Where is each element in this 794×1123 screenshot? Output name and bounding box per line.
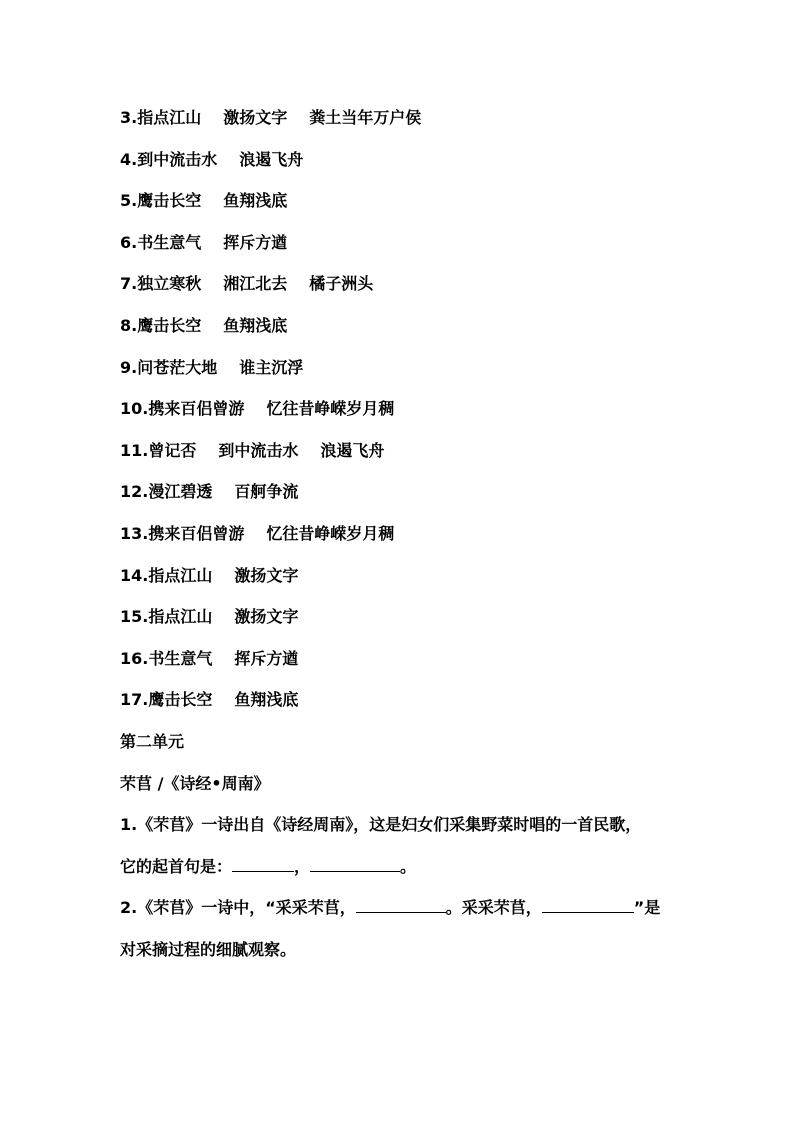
answer-line [120, 605, 720, 629]
answer-phrase: 漫江碧透 [148, 482, 213, 502]
answer-phrase: 携来百侣曾游 [148, 399, 245, 419]
answer-phrase: 到中流击水 [218, 440, 299, 460]
answer-phrase: 谁主沉浮 [239, 357, 304, 377]
answer-line [120, 564, 720, 588]
answer-phrase: 激扬文字 [234, 565, 299, 585]
answer-phrase: 书生意气 [148, 648, 213, 668]
question-2-line-1 [120, 896, 720, 920]
answer-number: 10. [120, 399, 149, 419]
question-2-text: 对采摘过程的细腻观察。 [120, 939, 297, 959]
answer-line [120, 647, 720, 671]
answer-phrase: 问苍茫大地 [137, 357, 218, 377]
document-page [120, 106, 720, 979]
answer-number: 9. [120, 357, 138, 377]
unit-heading-text: 第二单元 [120, 731, 185, 751]
question-2-prefix: 2.《芣苢》一诗中，“采采芣苢， [120, 898, 356, 918]
question-1-line-1 [120, 813, 720, 837]
question-1-prefix: 它的起首句是： [120, 856, 233, 876]
answer-phrase: 忆往昔峥嵘岁月稠 [266, 523, 395, 543]
answer-phrase: 橘子洲头 [309, 274, 374, 294]
answer-phrase: 激扬文字 [223, 108, 288, 127]
answer-number: 6. [120, 232, 138, 252]
answer-phrase: 鱼翔浅底 [223, 191, 288, 211]
question-1-line-2 [120, 855, 720, 879]
answer-line [120, 189, 720, 213]
question-2-line-2 [120, 938, 720, 962]
answer-number: 7. [120, 274, 138, 294]
poem-heading [120, 772, 720, 796]
answer-line [120, 397, 720, 421]
answer-blank[interactable] [232, 855, 294, 872]
answer-phrase: 鱼翔浅底 [223, 315, 288, 335]
answer-number: 14. [120, 565, 149, 585]
poem-heading-text: 芣苢 /《诗经•周南》 [120, 773, 270, 793]
answer-number: 13. [120, 523, 149, 543]
question-2-end: ”是 [633, 898, 661, 918]
answer-line [120, 356, 720, 380]
answer-phrase: 鹰击长空 [137, 315, 202, 335]
answer-phrase: 忆往昔峥嵘岁月稠 [266, 399, 395, 419]
answer-phrase: 书生意气 [137, 232, 202, 252]
answer-line [120, 231, 720, 255]
answer-phrase: 曾记否 [148, 440, 197, 460]
answer-blank[interactable] [542, 896, 634, 913]
answer-phrase: 鹰击长空 [148, 690, 213, 710]
answer-phrase: 挥斥方遒 [223, 232, 288, 252]
answer-phrase: 指点江山 [137, 108, 202, 127]
answer-blank[interactable] [310, 855, 400, 872]
question-2-middle: 。采采芣苢， [445, 898, 542, 918]
answer-number: 3. [120, 108, 138, 127]
answer-number: 17. [120, 690, 149, 710]
question-1-separator: ， [294, 856, 311, 876]
answer-phrase: 鱼翔浅底 [234, 690, 299, 710]
answer-phrase: 指点江山 [148, 607, 213, 627]
answer-line [120, 106, 720, 130]
answer-number: 5. [120, 191, 138, 211]
answer-line [120, 148, 720, 172]
answer-number: 11. [120, 440, 149, 460]
answer-phrase: 粪土当年万户侯 [309, 108, 422, 127]
answer-number: 8. [120, 315, 138, 335]
answer-blank[interactable] [356, 896, 446, 913]
answer-list [120, 106, 720, 712]
answer-number: 15. [120, 607, 149, 627]
answer-line [120, 439, 720, 463]
answer-phrase: 浪遏飞舟 [320, 440, 385, 460]
answer-phrase: 到中流击水 [137, 149, 218, 169]
answer-phrase: 百舸争流 [234, 482, 299, 502]
question-1-end: 。 [400, 856, 417, 876]
answer-phrase: 浪遏飞舟 [239, 149, 304, 169]
answer-number: 16. [120, 648, 149, 668]
answer-phrase: 指点江山 [148, 565, 213, 585]
answer-number: 4. [120, 149, 138, 169]
answer-line [120, 480, 720, 504]
answer-number: 12. [120, 482, 149, 502]
answer-phrase: 湘江北去 [223, 274, 288, 294]
answer-phrase: 激扬文字 [234, 607, 299, 627]
answer-line [120, 522, 720, 546]
answer-phrase: 挥斥方遒 [234, 648, 299, 668]
question-1-text: 1.《芣苢》一诗出自《诗经周南》，这是妇女们采集野菜时唱的一首民歌， [120, 815, 642, 835]
answer-phrase: 携来百侣曾游 [148, 523, 245, 543]
answer-phrase: 独立寒秋 [137, 274, 202, 294]
answer-line [120, 314, 720, 338]
answer-phrase: 鹰击长空 [137, 191, 202, 211]
unit-heading [120, 730, 720, 754]
answer-line [120, 272, 720, 296]
answer-line [120, 688, 720, 712]
